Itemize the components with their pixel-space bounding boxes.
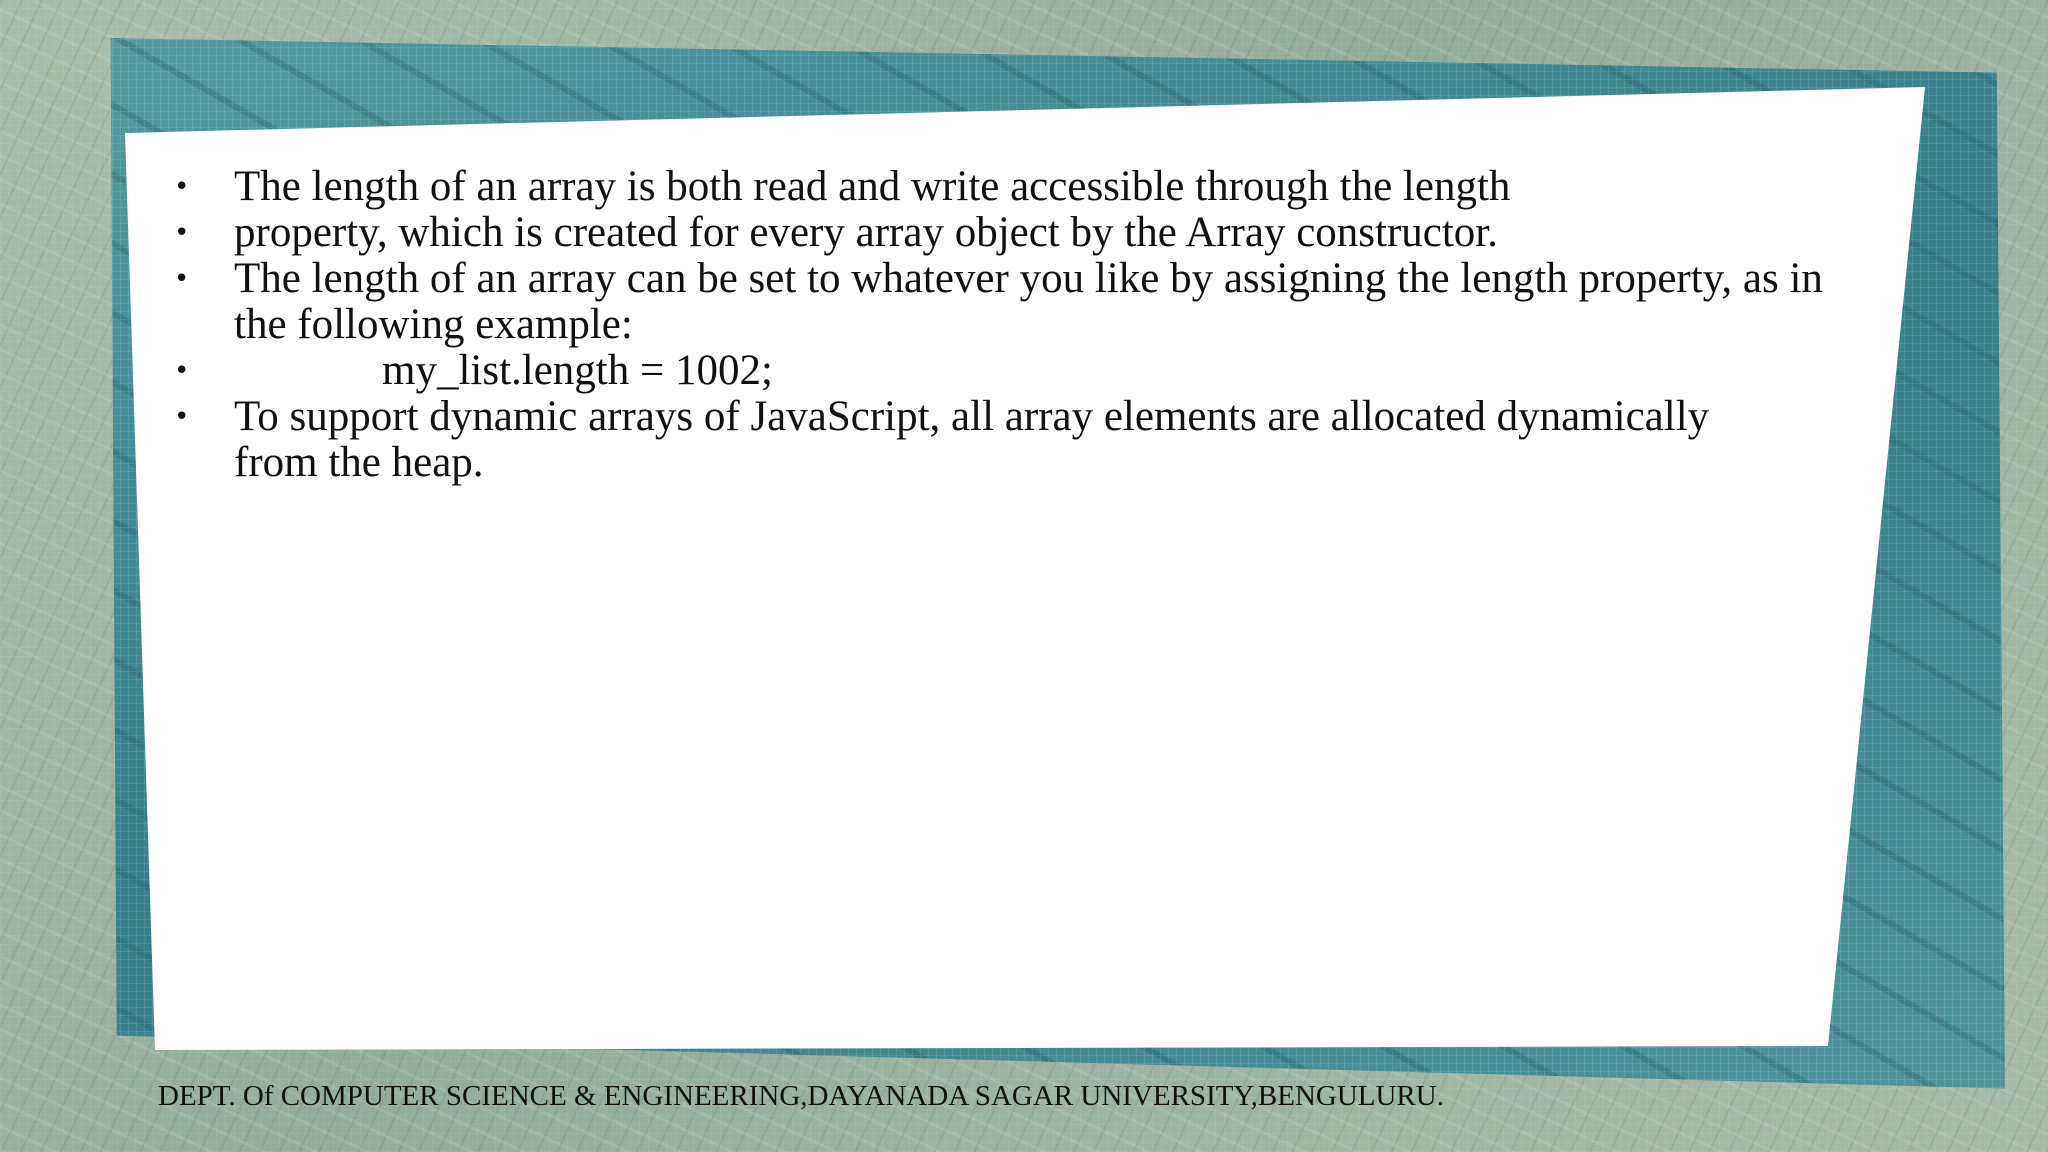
bullet-marker: • [174,218,190,248]
bullet-text: property, which is created for every array object by the Array constructor. [234,209,1499,256]
bullet-marker: • [174,356,190,386]
bullet-marker: • [174,264,190,294]
bullet-marker: • [174,402,190,432]
bullet-item [170,210,1790,256]
code-example-text: my_list.length = 1002; [382,347,773,394]
bullet-text: To support dynamic arrays of JavaScript, all array elements are allocated dynamically from the heap. [234,393,1710,486]
bullet-item-code [170,348,1790,394]
footer-department-text: DEPT. Of COMPUTER SCIENCE & ENGINEERING,DAYANADA SAGAR UNIVERSITY,BENGULURU. [158,1080,1444,1112]
bullet-text: The length of an array is both read and write accessible through the length [234,163,1511,210]
bullet-item [170,164,1790,210]
bullet-list [170,163,1823,486]
bullet-text: The length of an array can be set to whatever you like by assigning the length property, as in the following example: [234,255,1823,348]
bullet-marker: • [174,172,190,202]
bullet-item [170,394,1794,486]
bullet-item [170,256,1874,348]
